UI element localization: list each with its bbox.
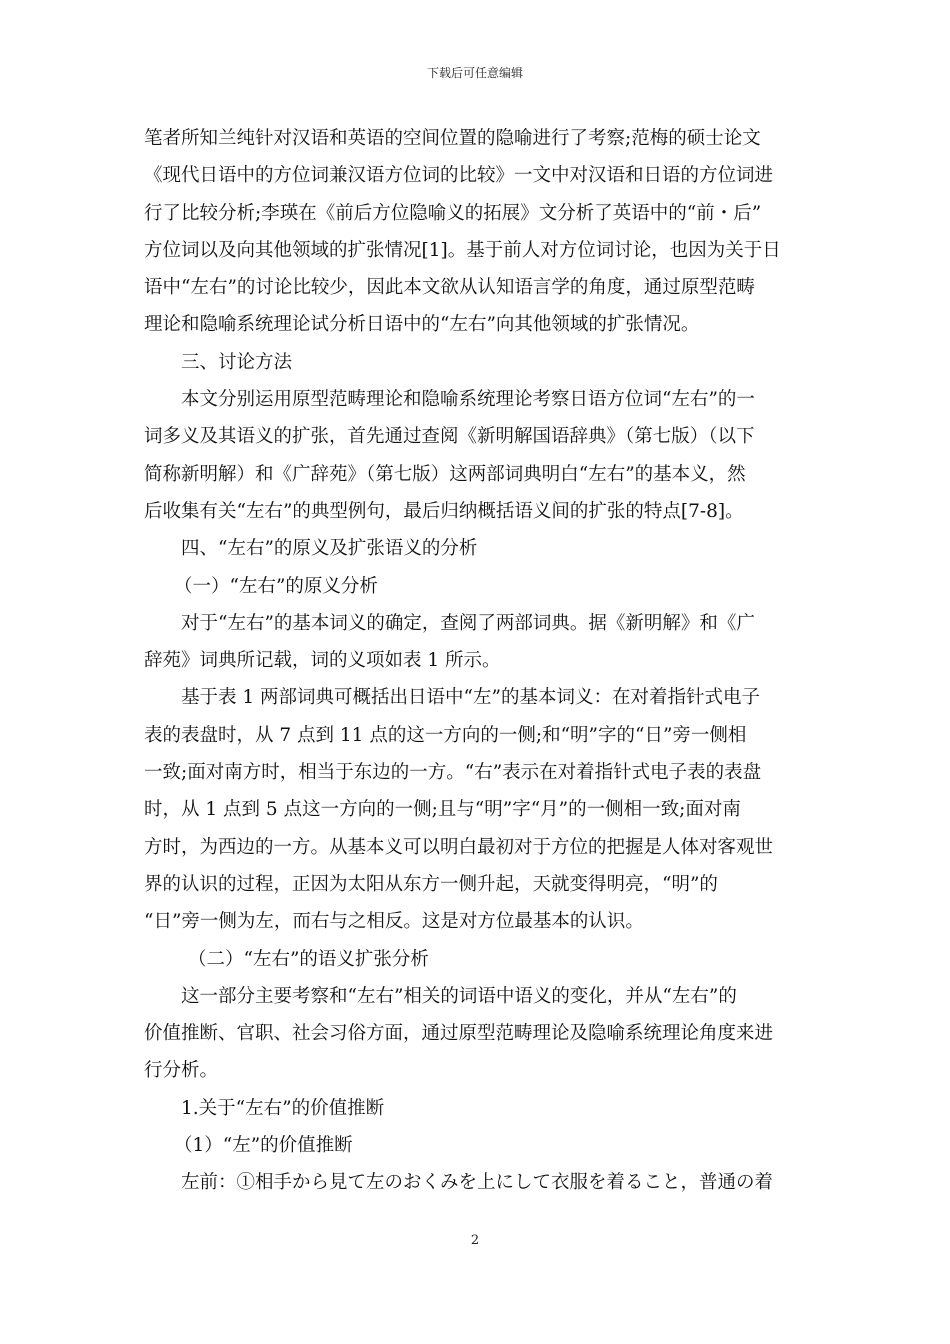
paragraph-line: 词多义及其语义的扩张，首先通过查阅《新明解国语辞典》（第七版）（以下 <box>144 426 755 448</box>
page-number: 2 <box>470 1233 480 1248</box>
paragraph-line: 左前：①相手から見て左のおくみを上にして衣服を着ること，普通の着 <box>181 1172 774 1194</box>
page-header: 下载后可任意编辑 <box>426 66 523 80</box>
paragraph-line: 一致;面对南方时，相当于东边的一方。“右”表示在对着指针式电子表的表盘 <box>144 762 762 784</box>
section-heading: 四、“左右”的原义及扩张语义的分析 <box>181 538 478 560</box>
paragraph-line: 理论和隐喻系统理论试分析日语中的“左右”向其他领域的扩张情况。 <box>144 314 700 336</box>
subsection-heading: （一）“左右”的原义分析 <box>174 575 378 597</box>
paragraph-line: 基于表 1 两部词典可概括出日语中“左”的基本词义：在对着指针式电子 <box>181 687 760 709</box>
paragraph-line: 这一部分主要考察和“左右”相关的词语中语义的变化，并从“左右”的 <box>181 985 737 1007</box>
paragraph-line: 行分析。 <box>144 1060 219 1082</box>
paragraph-line: 对于“左右”的基本词义的确定，查阅了两部词典。据《新明解》和《广 <box>181 612 755 634</box>
subsection-heading: 1.关于“左右”的价值推断 <box>181 1097 385 1119</box>
paragraph-line: 价值推断、官职、社会习俗方面，通过原型范畴理论及隐喻系统理论角度来进 <box>144 1023 774 1045</box>
paragraph-line: 后收集有关“左右”的典型例句，最后归纳概括语义间的扩张的特点[7-8]。 <box>144 500 744 522</box>
paragraph-line: 本文分别运用原型范畴理论和隐喻系统理论考察日语方位词“左右”的一 <box>181 389 755 411</box>
paragraph-line: 语中“左右”的讨论比较少，因此本文欲从认知语言学的角度，通过原型范畴 <box>144 277 755 299</box>
section-heading: 三、讨论方法 <box>181 351 293 373</box>
paragraph-line: “日”旁一侧为左，而右与之相反。这是对方位最基本的认识。 <box>144 911 644 933</box>
paragraph-line: 笔者所知兰纯针对汉语和英语的空间位置的隐喻进行了考察;范梅的硕士论文 <box>144 128 761 149</box>
paragraph-line: 简称新明解）和《广辞苑》（第七版）这两部词典明白“左右”的基本义，然 <box>144 463 746 485</box>
paragraph-line: 时，从 1 点到 5 点这一方向的一侧;且与“明”字“月”的一侧相一致;面对南 <box>144 799 741 821</box>
paragraph-line: 辞苑》词典所记载，词的义项如表 1 所示。 <box>144 650 501 672</box>
subsection-heading: （1）“左”的价值推断 <box>174 1135 353 1157</box>
paragraph-line: 表的表盘时，从 7 点到 11 点的这一方向的一侧;和“明”字的“日”旁一侧相 <box>144 724 747 746</box>
document-body <box>144 120 808 1202</box>
paragraph-line: 方位词以及向其他领域的扩张情况[1]。基于前人对方位词讨论，也因为关于日 <box>144 239 781 261</box>
subsection-heading: （二）“左右”的语义扩张分析 <box>188 948 429 970</box>
paragraph-line: 行了比较分析;李瑛在《前后方位隐喻义的拓展》文分析了英语中的“前・后” <box>144 202 762 224</box>
paragraph-line: 方时，为西边的一方。从基本义可以明白最初对于方位的把握是人体对客观世 <box>144 836 774 858</box>
paragraph-line: 《现代日语中的方位词兼汉语方位词的比较》一文中对汉语和日语的方位词进 <box>144 165 774 187</box>
paragraph-line: 界的认识的过程，正因为太阳从东方一侧升起，天就变得明亮，“明”的 <box>144 873 718 895</box>
